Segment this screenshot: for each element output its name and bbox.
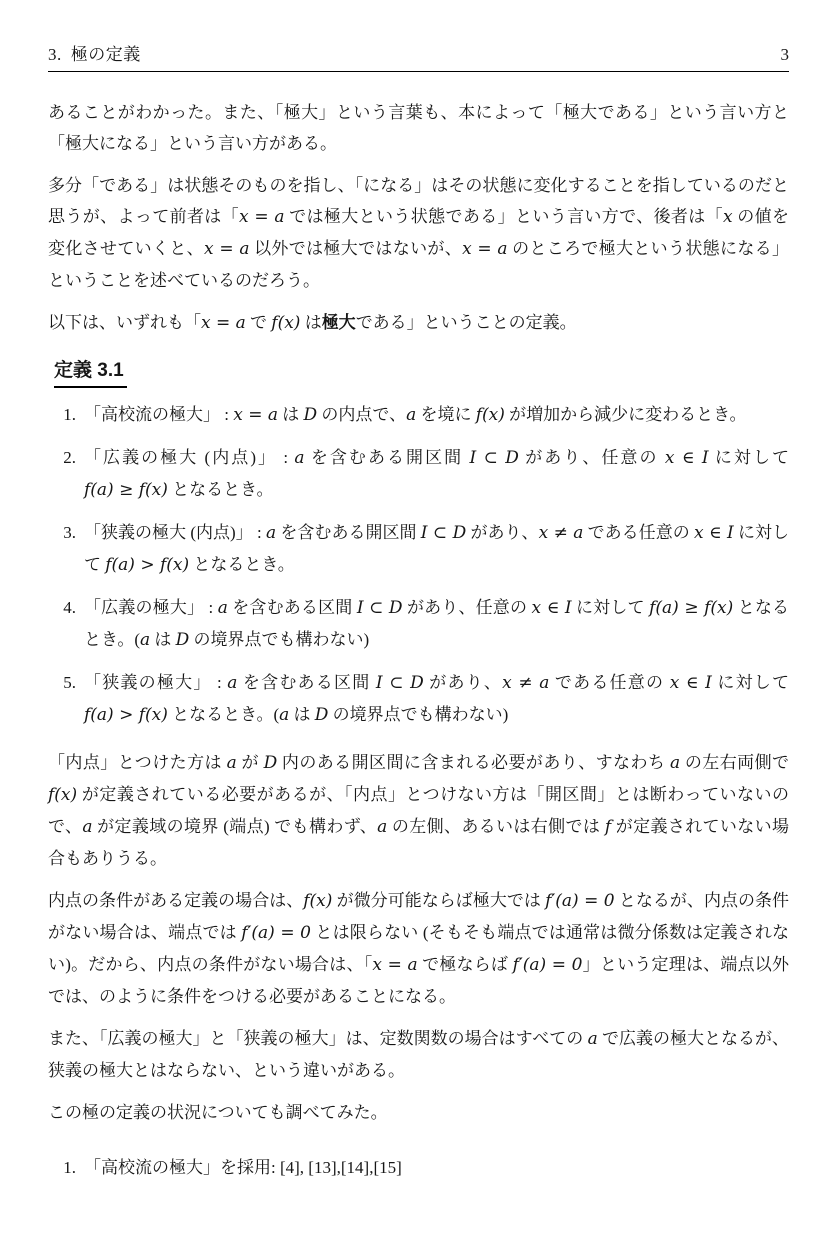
- definition-list: [48, 399, 789, 731]
- item-number: 1.: [63, 1158, 76, 1177]
- definition-heading: [54, 355, 789, 388]
- definition-heading-text: 定義 3.1: [54, 357, 127, 388]
- item-text: 「高校流の極大」 : x = a は D の内点で、a を境に f(x) が増加から減少に変わるとき。: [84, 405, 747, 425]
- definition-item-1: [48, 399, 789, 431]
- item-text: 「狭義の極大」 : a を含むある区間 I ⊂ D があり、x ≠ a である任意の x ∈ I に対して f(a) > f(x) となるとき。(a は D の境界点でも構わない): [84, 673, 790, 725]
- item-number: 2.: [63, 448, 76, 467]
- page-header: [48, 44, 789, 72]
- item-number: 1.: [63, 405, 76, 424]
- paragraph-2: 多分「である」は状態そのものを指し、「になる」はその状態に変化することを指しているのだと思うが、よって前者は「x = a では極大という状態である」という言い方で、後者は「x の値を変化させていくと、x = a 以外では極大ではないが、x = a のところで極大という状態になる」ということを述べているのだろう。: [48, 176, 790, 290]
- header-page-number: 3: [780, 45, 789, 64]
- item-text: 「狭義の極大 (内点)」 : a を含むある開区間 I ⊂ D があり、x ≠ a である任意の x ∈ I に対して f(a) > f(x) となるとき。: [84, 523, 790, 575]
- definition-item-4: [48, 592, 789, 656]
- definition-item-2: [48, 442, 789, 506]
- paragraph-5: 内点の条件がある定義の場合は、f(x) が微分可能ならば極大では f′(a) = 0 となるが、内点の条件がない場合は、端点では f′(a) = 0 とは限らない (そもそも端点では通常は微分係数は定義されない)。だから、内点の条件がない場合は、「x = a で極ならば f′(a) = 0」という定理は、端点以外では、のように条件をつける必要があることになる。: [48, 891, 790, 1006]
- item-text: 「広義の極大」 : a を含むある区間 I ⊂ D があり、任意の x ∈ I に対して f(a) ≥ f(x) となるとき。(a は D の境界点でも構わない): [84, 598, 790, 650]
- item-number: 4.: [63, 598, 76, 617]
- header-section-title: 3. 極の定義: [48, 45, 141, 64]
- item-number: 3.: [63, 523, 76, 542]
- definition-item-3: [48, 517, 789, 581]
- item-number: 5.: [63, 673, 76, 692]
- definition-item-5: [48, 667, 789, 731]
- paragraph-7: この極の定義の状況についても調べてみた。: [48, 1103, 388, 1122]
- survey-list: [48, 1152, 789, 1183]
- item-text: 「高校流の極大」を採用: [4], [13],[14],[15]: [84, 1158, 402, 1177]
- item-text: 「広義の極大 (内点)」 : a を含むある開区間 I ⊂ D があり、任意の x ∈ I に対して f(a) ≥ f(x) となるとき。: [84, 448, 790, 500]
- paragraph-4: 「内点」とつけた方は a が D 内のある開区間に含まれる必要があり、すなわち a の左右両側で f(x) が定義されている必要があるが、「内点」とつけない方は「開区間」とは断わっていないので、a が定義域の境界 (端点) でも構わず、a の左側、あるいは右側では f が定義されていない場合もありうる。: [48, 753, 790, 868]
- document-content: [48, 97, 789, 1183]
- survey-item-1: [48, 1152, 789, 1183]
- paragraph-3: 以下は、いずれも「x = a で f(x) は極大である」ということの定義。: [48, 313, 577, 333]
- paragraph-1: あることがわかった。また、「極大」という言葉も、本によって「極大である」という言い方と「極大になる」という言い方がある。: [48, 103, 789, 153]
- paragraph-6: また、「広義の極大」と「狭義の極大」は、定数関数の場合はすべての a で広義の極大となるが、狭義の極大とはならない、という違いがある。: [48, 1029, 789, 1080]
